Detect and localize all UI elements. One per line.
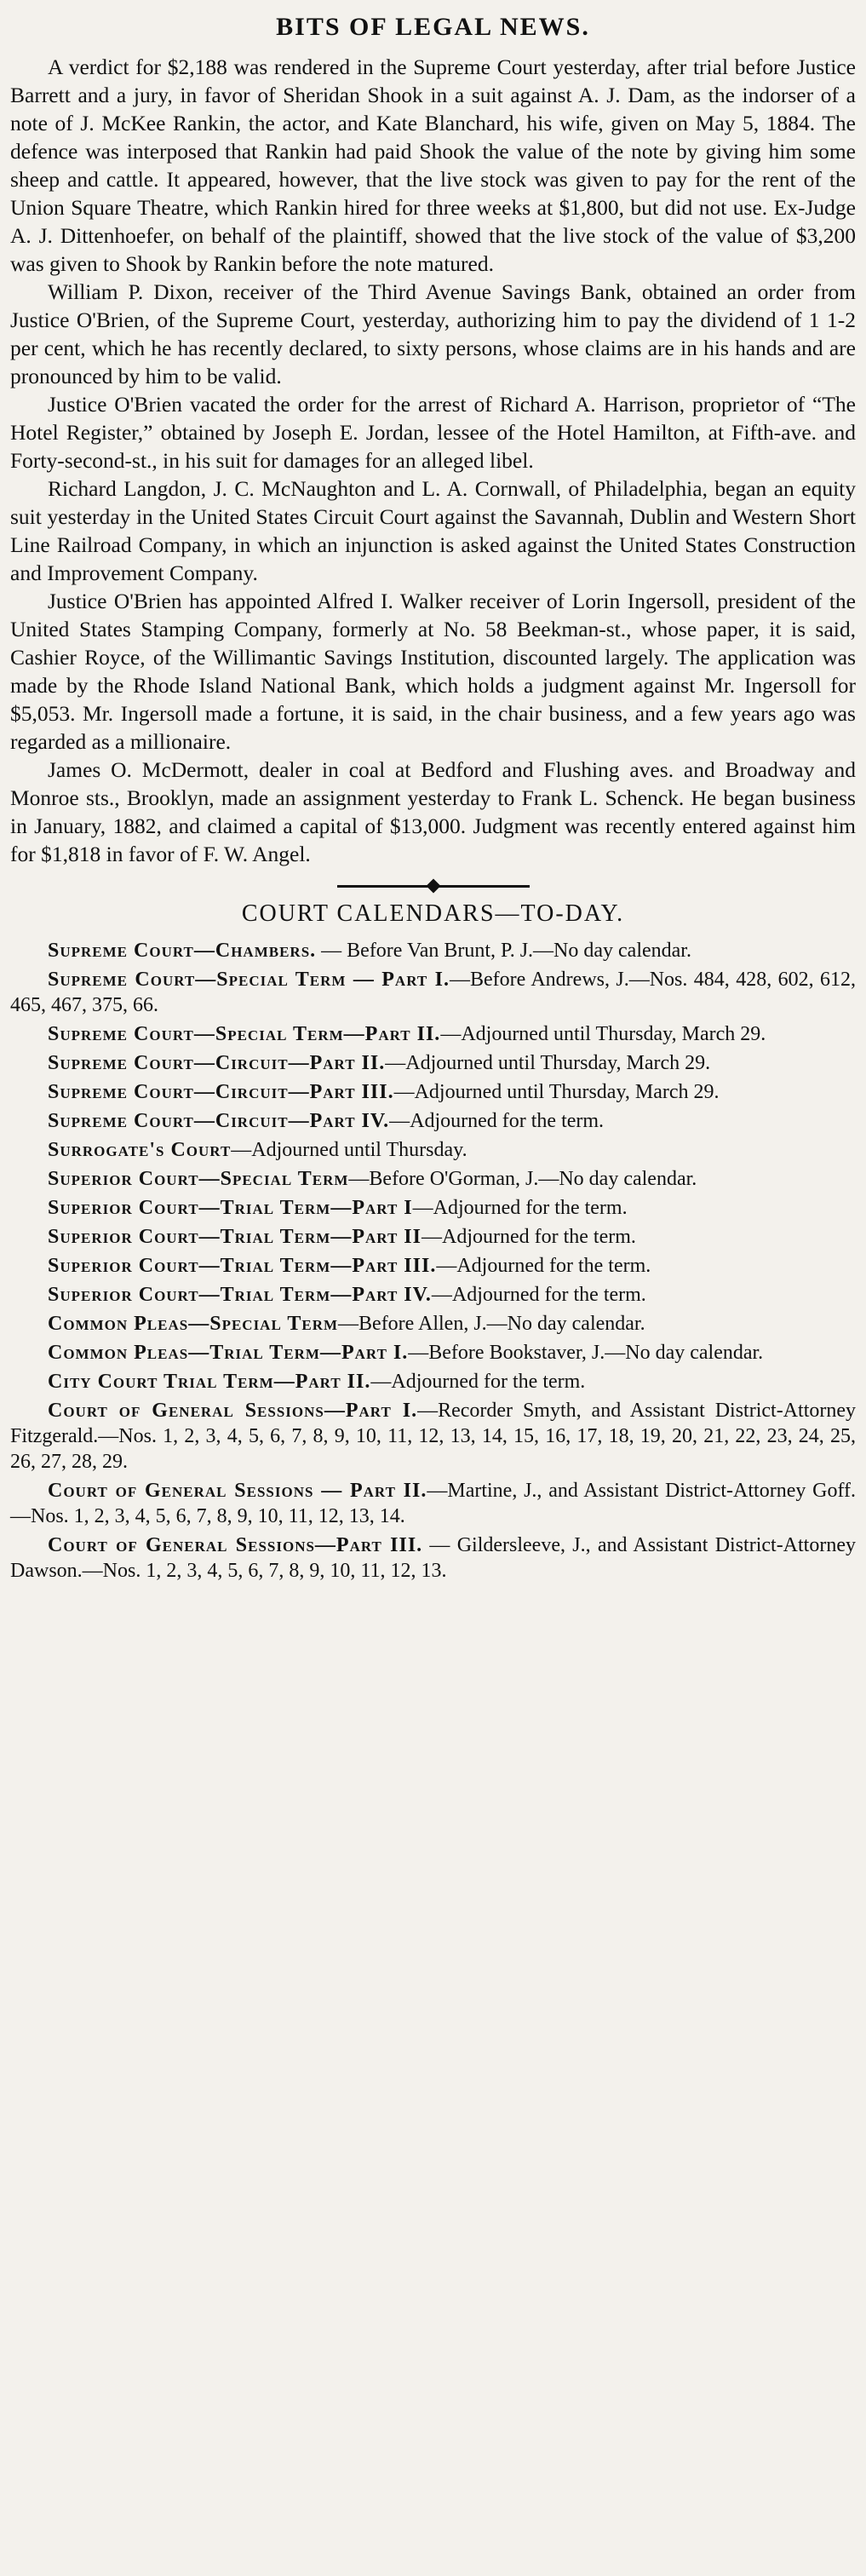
calendar-details: —Before Andrews, J.—Nos. 484, 428, 602, 612, 465, 467, 375, 66. <box>10 969 856 1016</box>
court-calendar-list <box>10 938 856 1584</box>
calendar-entry <box>10 1532 856 1584</box>
calendar-entry <box>10 1166 856 1192</box>
court-name: Supreme Court—Chambers. <box>48 940 317 962</box>
court-name: Court of General Sessions — Part II. <box>48 1480 427 1502</box>
calendar-details: —Adjourned for the term. <box>412 1197 628 1219</box>
article-paragraph: A verdict for $2,188 was rendered in the Supreme Court yesterday, after trial before Justice Barrett and a jury, in favor of Sheridan Shook in a suit against A. J. Dam, as the indorser of a note of J. McKee Rankin, the actor, and Kate Blanchard, his wife, given on May 5, 1884. The defence was interposed that Rankin had paid Shook the value of the note by giving him some sheep and cattle. It appeared, however, that the live stock was given to pay for the rent of the Union Square Theatre, which Rankin hired for three weeks at $1,800, but did not use. Ex-Judge A. J. Dittenhoefer, on behalf of the plaintiff, showed that the live stock of the value of $3,200 was given to Shook by Rankin before the note matured. <box>10 55 856 276</box>
calendar-entry <box>10 1021 856 1047</box>
divider-ornament <box>426 879 440 894</box>
calendar-details: —Before O'Gorman, J.—No day calendar. <box>348 1168 697 1190</box>
calendar-entry <box>10 967 856 1018</box>
calendar-details: —Adjourned until Thursday, March 29. <box>440 1023 766 1045</box>
court-name: Court of General Sessions—Part I. <box>48 1400 418 1422</box>
calendar-entry <box>10 1137 856 1163</box>
court-name: Superior Court—Trial Term—Part II <box>48 1226 422 1248</box>
calendar-details: —Adjourned for the term. <box>389 1110 605 1132</box>
calendar-details: —Adjourned until Thursday, March 29. <box>385 1052 711 1074</box>
article-paragraph: James O. McDermott, dealer in coal at Bedford and Flushing aves. and Broadway and Monroe sts., Brooklyn, made an assignment yesterday to Frank L. Schenck. He began business in January, 1882, and claimed a capital of $13,000. Judgment was recently entered against him for $1,818 in favor of F. W. Angel. <box>10 757 856 866</box>
article-paragraph: William P. Dixon, receiver of the Third Avenue Savings Bank, obtained an order from Justice O'Brien, of the Supreme Court, yesterday, authorizing him to pay the dividend of 1 1-2 per cent, which he has recently declared, to sixty persons, whose claims are in his hands and are pronounced by him to be valid. <box>10 279 856 388</box>
calendar-entry <box>10 1369 856 1394</box>
calendar-details: —Adjourned until Thursday, March 29. <box>393 1081 720 1103</box>
court-name: Common Pleas—Special Term <box>48 1313 339 1335</box>
calendar-entry <box>10 1079 856 1105</box>
calendar-details: —Adjourned for the term. <box>436 1255 651 1277</box>
calendar-details: —Adjourned until Thursday. <box>231 1139 467 1161</box>
article-paragraph: Justice O'Brien has appointed Alfred I. Walker receiver of Lorin Ingersoll, president of the United States Stamping Company, formerly at No. 58 Beekman-st., whose paper, it is said, Cashier Royce, of the Willimantic Savings Institution, discounted largely. The application was made by the Rhode Island National Bank, which holds a judgment against Mr. Ingersoll for $5,053. Mr. Ingersoll made a fortune, it is said, in the chair business, and a few years ago was regarded as a millionaire. <box>10 589 856 754</box>
court-name: Superior Court—Trial Term—Part I <box>48 1197 413 1219</box>
court-name: Court of General Sessions—Part III. <box>48 1534 423 1556</box>
court-name: Supreme Court—Special Term—Part II. <box>48 1023 441 1045</box>
court-name: Common Pleas—Trial Term—Part I. <box>48 1342 409 1364</box>
calendar-details: —Before Allen, J.—No day calendar. <box>338 1313 645 1335</box>
court-name: Supreme Court—Circuit—Part II. <box>48 1052 386 1074</box>
court-name: Superior Court—Trial Term—Part III. <box>48 1255 437 1277</box>
section-divider <box>10 880 856 892</box>
calendar-details: —Martine, J., and Assistant District-Attorney Goff.—Nos. 1, 2, 3, 4, 5, 6, 7, 8, 9, 10, 11, 12, 13, 14. <box>10 1480 856 1527</box>
calendar-details: —Recorder Smyth, and Assistant District-Attorney Fitzgerald.—Nos. 1, 2, 3, 4, 5, 6, 7, 8, 9, 10, 11, 12, 13, 14, 15, 16, 17, 18, 19, 20, 21, 22, 23, 24, 25, 26, 27, 28, 29. <box>10 1400 857 1473</box>
calendar-heading: COURT CALENDARS—TO-DAY. <box>241 900 625 927</box>
calendar-entry <box>10 1108 856 1134</box>
calendar-entry <box>10 1195 856 1221</box>
court-name: Supreme Court—Circuit—Part IV. <box>48 1110 390 1132</box>
court-name: Supreme Court—Special Term — Part I. <box>48 969 450 991</box>
calendar-details: — Gildersleeve, J., and Assistant District-Attorney Dawson.—Nos. 1, 2, 3, 4, 5, 6, 7, 8, 9, 10, 11, 12, 13. <box>10 1534 856 1582</box>
article-paragraph: Justice O'Brien vacated the order for the arrest of Richard A. Harrison, proprietor of “The Hotel Register,” obtained by Joseph E. Jordan, lessee of the Hotel Hamilton, at Fifth-ave. and Forty-second-st., in his suit for damages for an alleged libel. <box>10 392 856 473</box>
calendar-entry <box>10 1311 856 1337</box>
divider-rule-left <box>337 885 431 888</box>
divider-rule-right <box>436 885 530 888</box>
calendar-details: — Before Van Brunt, P. J.—No day calendar. <box>316 940 691 962</box>
calendar-details: —Adjourned for the term. <box>421 1226 636 1248</box>
calendar-entry <box>10 1224 856 1250</box>
calendar-entry <box>10 1050 856 1076</box>
calendar-entry <box>10 1340 856 1366</box>
court-name: Superior Court—Trial Term—Part IV. <box>48 1284 432 1306</box>
calendar-entry <box>10 1253 856 1279</box>
article-paragraph: Richard Langdon, J. C. McNaughton and L. A. Cornwall, of Philadelphia, began an equity suit yesterday in the United States Circuit Court against the Savannah, Dublin and Western Short Line Railroad Company, in which an injunction is asked against the United States Construction and Improvement Company. <box>10 476 856 585</box>
article-headline: BITS OF LEGAL NEWS. <box>276 13 590 41</box>
calendar-details: —Adjourned for the term. <box>431 1284 646 1306</box>
article-body <box>10 53 856 868</box>
calendar-details: —Before Bookstaver, J.—No day calendar. <box>408 1342 764 1364</box>
court-name: Surrogate's Court <box>48 1139 232 1161</box>
calendar-entry <box>10 1478 856 1529</box>
calendar-details: —Adjourned for the term. <box>370 1371 586 1393</box>
calendar-entry <box>10 938 856 963</box>
court-name: Superior Court—Special Term <box>48 1168 349 1190</box>
court-name: Supreme Court—Circuit—Part III. <box>48 1081 394 1103</box>
court-name: City Court Trial Term—Part II. <box>48 1371 371 1393</box>
calendar-entry <box>10 1282 856 1308</box>
calendar-entry <box>10 1398 856 1475</box>
